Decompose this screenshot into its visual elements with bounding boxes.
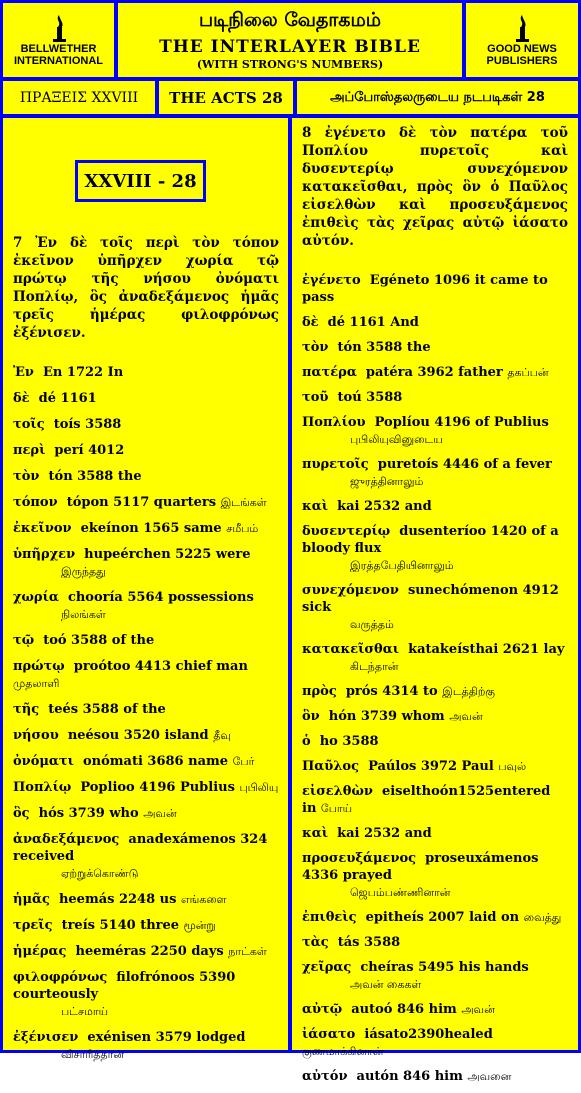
- word-entry: [302, 783, 568, 817]
- word-entry: [302, 414, 568, 448]
- tamil-gloss: அவன் கைகள்: [350, 978, 422, 991]
- translit-strong-gloss: Egéneto 1096 it came to pass: [302, 273, 548, 305]
- tamil-gloss: முதலாளி: [13, 677, 60, 690]
- translit-strong-gloss: sunechómenon 4912 sick: [302, 583, 559, 615]
- tamil-gloss: ஜுரத்தினாலும்: [350, 475, 424, 488]
- torch-icon: [509, 13, 535, 43]
- greek-book-title: ΠΡΑΞΕΙΣ XXVIII: [3, 81, 155, 114]
- tamil-gloss: கிடந்தான்: [350, 660, 399, 673]
- translit-strong-gloss: katakeísthai 2621 lay: [408, 642, 565, 657]
- greek-word: χεῖρας: [302, 960, 352, 975]
- tamil-gloss: விசாரித்தான்: [61, 1048, 125, 1061]
- word-entry: [13, 891, 279, 908]
- word-entry: [13, 632, 279, 649]
- translit-strong-gloss: autón 846 him: [356, 1069, 463, 1084]
- translit-strong-gloss: hón 3739 whom: [328, 709, 445, 724]
- translit-strong-gloss: patéra 3962 father: [365, 365, 503, 380]
- translit-strong-gloss: perí 4012: [54, 443, 125, 458]
- word-entry: [13, 701, 279, 718]
- tamil-gloss: அவன்: [461, 1003, 495, 1016]
- greek-word: τῷ: [13, 633, 35, 648]
- greek-word: νήσου: [13, 728, 59, 743]
- tamil-gloss: இருந்தது: [61, 565, 106, 578]
- translit-strong-gloss: tás 3588: [337, 935, 401, 950]
- tamil-gloss: தகப்பன்: [507, 366, 549, 379]
- tamil-gloss: அவன்: [449, 710, 483, 723]
- word-entry: [13, 390, 279, 407]
- word-entry: [302, 1068, 568, 1085]
- word-entry: [13, 442, 279, 459]
- word-entry: [13, 364, 279, 381]
- word-entry: [13, 494, 279, 511]
- translit-strong-gloss: ho 3588: [319, 734, 379, 749]
- greek-word: τρεῖς: [13, 918, 53, 933]
- word-entry: [302, 582, 568, 633]
- title-tamil: படிநிலை வேதாகமம்: [198, 9, 382, 31]
- greek-word: ἀναδεξάμενος: [13, 832, 120, 847]
- title-sub: (WITH STRONG'S NUMBERS): [196, 58, 384, 71]
- word-entry: [302, 909, 568, 926]
- greek-word: τὸν: [13, 469, 40, 484]
- greek-word: φιλοφρόνως: [13, 970, 108, 985]
- word-entry: [302, 1026, 568, 1060]
- english-book-title: THE ACTS 28: [159, 81, 293, 114]
- translit-strong-gloss: prós 4314 to: [345, 684, 438, 699]
- tamil-gloss: குணமாக்கினான்: [302, 1045, 384, 1058]
- greek-word: τοῦ: [302, 390, 329, 405]
- word-entry: [13, 831, 279, 882]
- word-entry: [13, 753, 279, 770]
- word-entry: [302, 389, 568, 406]
- word-entry: [302, 498, 568, 515]
- translit-strong-gloss: ekeínon 1565 same: [80, 521, 222, 536]
- word-entry: [302, 758, 568, 775]
- goodnews-logo: [466, 3, 578, 77]
- translit-strong-gloss: exénisen 3579 lodged: [87, 1030, 246, 1045]
- greek-word: Παῦλος: [302, 759, 360, 774]
- left-logo-line1: BELLWETHER: [20, 43, 97, 55]
- greek-word: ἐγένετο: [302, 273, 361, 288]
- translit-strong-gloss: dé 1161 And: [327, 315, 419, 330]
- right-column: [292, 118, 578, 1084]
- bellwether-logo: [3, 3, 114, 77]
- translit-strong-gloss: Poplioo 4196 Publius: [80, 780, 235, 795]
- greek-word: πρὸς: [302, 684, 337, 699]
- word-entry: [13, 805, 279, 822]
- right-word-list: [302, 272, 568, 1085]
- greek-word: πρώτῳ: [13, 659, 65, 674]
- word-entry: [302, 825, 568, 842]
- word-entry: [13, 416, 279, 433]
- greek-word: δὲ: [13, 391, 30, 406]
- word-entry: [13, 779, 279, 796]
- greek-word: τῆς: [13, 702, 40, 717]
- tamil-gloss: புபிலியுவினுடைய: [350, 433, 443, 446]
- translit-strong-gloss: Poplíou 4196 of Publius: [374, 415, 549, 430]
- greek-word: αὐτόν: [302, 1069, 348, 1084]
- translit-strong-gloss: tón 3588 the: [48, 469, 142, 484]
- left-word-list: [13, 364, 279, 1063]
- translit-strong-gloss: dé 1161: [38, 391, 97, 406]
- translit-strong-gloss: proótoo 4413 chief man: [73, 659, 248, 674]
- title-main: THE INTERLAYER BIBLE: [159, 37, 421, 57]
- greek-word: ἡμέρας: [13, 944, 67, 959]
- tamil-gloss: போய்: [320, 802, 353, 815]
- greek-word: ὀνόματι: [13, 754, 74, 769]
- greek-word: Ποπλίου: [302, 415, 366, 430]
- tamil-gloss: ஜெபம்பண்ணினான்: [350, 886, 451, 899]
- tamil-gloss: பவுல்: [498, 760, 527, 773]
- greek-word: ὑπῆρχεν: [13, 547, 76, 562]
- tamil-gloss: பேர்: [232, 755, 255, 768]
- translit-strong-gloss: toú 3588: [337, 390, 403, 405]
- word-entry: [302, 364, 568, 381]
- word-entry: [302, 272, 568, 306]
- translit-strong-gloss: autoó 846 him: [351, 1002, 457, 1017]
- tamil-gloss: அவன்: [143, 807, 177, 820]
- word-entry: [302, 733, 568, 750]
- translit-strong-gloss: teés 3588 of the: [48, 702, 166, 717]
- verse-8-text: 8 ἐγένετο δὲ τὸν πατέρα τοῦ Ποπλίου πυρετοῖς καὶ δυσεντερίῳ συνεχόμενον κατακεῖσθαι, πρὸς ὃν ὁ Παῦλος εἰσελθὼν καὶ προσευξάμενος ἐπιθεὶς τὰς χεῖρας αὐτῷ ἰάσατο αὐτόν.: [302, 125, 568, 249]
- translit-strong-gloss: kai 2532 and: [337, 499, 432, 514]
- right-logo-line1: GOOD NEWS: [487, 43, 557, 55]
- greek-word: καὶ: [302, 499, 329, 514]
- word-entry: [302, 339, 568, 356]
- translit-strong-gloss: eiselthoón1525entered in: [302, 784, 551, 816]
- translit-strong-gloss: En 1722 In: [43, 365, 124, 380]
- right-content: [302, 124, 568, 1093]
- word-entry: [13, 943, 279, 960]
- word-entry: [302, 1001, 568, 1018]
- word-entry: [302, 641, 568, 675]
- greek-word: χωρία: [13, 590, 59, 605]
- greek-word: ὃν: [302, 709, 320, 724]
- right-logo-line2: PUBLISHERS: [486, 55, 558, 67]
- word-entry: [13, 589, 279, 623]
- word-entry: [13, 546, 279, 580]
- word-entry: [13, 468, 279, 485]
- word-entry: [302, 314, 568, 331]
- tamil-gloss: தீவு: [213, 729, 231, 742]
- translit-strong-gloss: cheíras 5495 his hands: [360, 960, 529, 975]
- tamil-gloss: நாட்கள்: [228, 945, 267, 958]
- tamil-gloss: இடத்திற்கு: [442, 685, 496, 698]
- greek-word: Ἐν: [13, 365, 34, 380]
- greek-word: εἰσελθὼν: [302, 784, 373, 799]
- greek-word: συνεχόμενον: [302, 583, 399, 598]
- greek-word: Ποπλίῳ: [13, 780, 72, 795]
- translit-strong-gloss: filofrónoos 5390 courteously: [13, 970, 236, 1002]
- greek-word: ἐκεῖνον: [13, 521, 72, 536]
- translit-strong-gloss: chooría 5564 possessions: [67, 590, 254, 605]
- tamil-gloss: வருத்தம்: [350, 618, 394, 631]
- greek-word: ἐπιθεὶς: [302, 910, 357, 925]
- translit-strong-gloss: hós 3739 who: [38, 806, 139, 821]
- title-block: [118, 3, 462, 77]
- word-entry: [302, 456, 568, 490]
- greek-word: δυσεντερίῳ: [302, 524, 391, 539]
- greek-word: ἰάσατο: [302, 1027, 356, 1042]
- greek-word: πατέρα: [302, 365, 357, 380]
- word-entry: [13, 917, 279, 934]
- torch-icon: [46, 13, 72, 43]
- translit-strong-gloss: anadexámenos 324 received: [13, 832, 268, 864]
- tamil-gloss: அவனை: [467, 1070, 512, 1083]
- word-entry: [302, 523, 568, 574]
- greek-word: καὶ: [302, 826, 329, 841]
- translit-strong-gloss: dusenteríoo 1420 of a bloody flux: [302, 524, 559, 556]
- tamil-gloss: நிலங்கள்: [61, 608, 106, 621]
- translit-strong-gloss: epitheís 2007 laid on: [365, 910, 520, 925]
- translit-strong-gloss: puretoís 4446 of a fever: [377, 457, 552, 472]
- translit-strong-gloss: onómati 3686 name: [82, 754, 229, 769]
- word-entry: [302, 850, 568, 901]
- tamil-gloss: வைத்து: [523, 911, 562, 924]
- translit-strong-gloss: hupeérchen 5225 were: [84, 547, 251, 562]
- word-entry: [13, 658, 279, 692]
- tamil-gloss: சமீபம்: [226, 522, 259, 535]
- word-entry: [302, 683, 568, 700]
- word-entry: [13, 1029, 279, 1063]
- tamil-gloss: புபிலியு: [239, 781, 279, 794]
- translit-strong-gloss: tón 3588 the: [337, 340, 431, 355]
- greek-word: ἐξένισεν: [13, 1030, 79, 1045]
- greek-word: αὐτῷ: [302, 1002, 343, 1017]
- greek-word: πυρετοῖς: [302, 457, 369, 472]
- tamil-book-title: அப்போஸ்தலருடைய நடபடிகள் 28: [297, 81, 578, 114]
- tamil-gloss: பட்சமாய்: [61, 1005, 109, 1018]
- greek-word: ὁ: [302, 734, 311, 749]
- greek-word: περὶ: [13, 443, 46, 458]
- left-column: [3, 118, 288, 1061]
- word-entry: [302, 959, 568, 993]
- tamil-gloss: இடங்கள்: [220, 496, 267, 509]
- word-entry: [302, 934, 568, 951]
- greek-word: δὲ: [302, 315, 319, 330]
- verse-7-text: 7 Ἐν δὲ τοῖς περὶ τὸν τόπον ἐκεῖνον ὑπῆρχεν χωρία τῷ πρώτῳ τῆς νήσου ὀνόματι Ποπλίῳ, ὃς ἀναδεξάμενος ἡμᾶς τρεῖς ἡμέρας φιλοφρόνως ἐξένισεν.: [13, 235, 279, 341]
- word-entry: [13, 727, 279, 744]
- greek-word: τόπον: [13, 495, 58, 510]
- tamil-gloss: ஏற்றுக்கொண்டு: [61, 867, 139, 880]
- translit-strong-gloss: toís 3588: [53, 417, 122, 432]
- word-entry: [302, 708, 568, 725]
- greek-word: προσευξάμενος: [302, 851, 417, 866]
- greek-word: τὸν: [302, 340, 329, 355]
- greek-word: ὃς: [13, 806, 30, 821]
- left-content: [13, 234, 279, 1072]
- greek-word: τὰς: [302, 935, 329, 950]
- translit-strong-gloss: iásato2390healed: [364, 1027, 493, 1042]
- translit-strong-gloss: neésou 3520 island: [67, 728, 209, 743]
- translit-strong-gloss: tópon 5117 quarters: [66, 495, 217, 510]
- translit-strong-gloss: toó 3588 of the: [43, 633, 155, 648]
- translit-strong-gloss: Paúlos 3972 Paul: [368, 759, 494, 774]
- translit-strong-gloss: heemás 2248 us: [58, 892, 177, 907]
- translit-strong-gloss: treís 5140 three: [61, 918, 180, 933]
- greek-word: τοῖς: [13, 417, 45, 432]
- word-entry: [13, 520, 279, 537]
- chapter-label: XXVIII - 28: [75, 160, 206, 202]
- translit-strong-gloss: kai 2532 and: [337, 826, 432, 841]
- translit-strong-gloss: heeméras 2250 days: [75, 944, 224, 959]
- tamil-gloss: எங்களை: [180, 893, 227, 906]
- word-entry: [13, 969, 279, 1020]
- tamil-gloss: மூன்று: [183, 919, 216, 932]
- tamil-gloss: இரத்தபேதியினாலும்: [350, 559, 454, 572]
- left-logo-line2: INTERNATIONAL: [13, 55, 103, 67]
- translit-strong-gloss: proseuxámenos 4336 prayed: [302, 851, 539, 883]
- greek-word: κατακεῖσθαι: [302, 642, 399, 657]
- greek-word: ἡμᾶς: [13, 892, 50, 907]
